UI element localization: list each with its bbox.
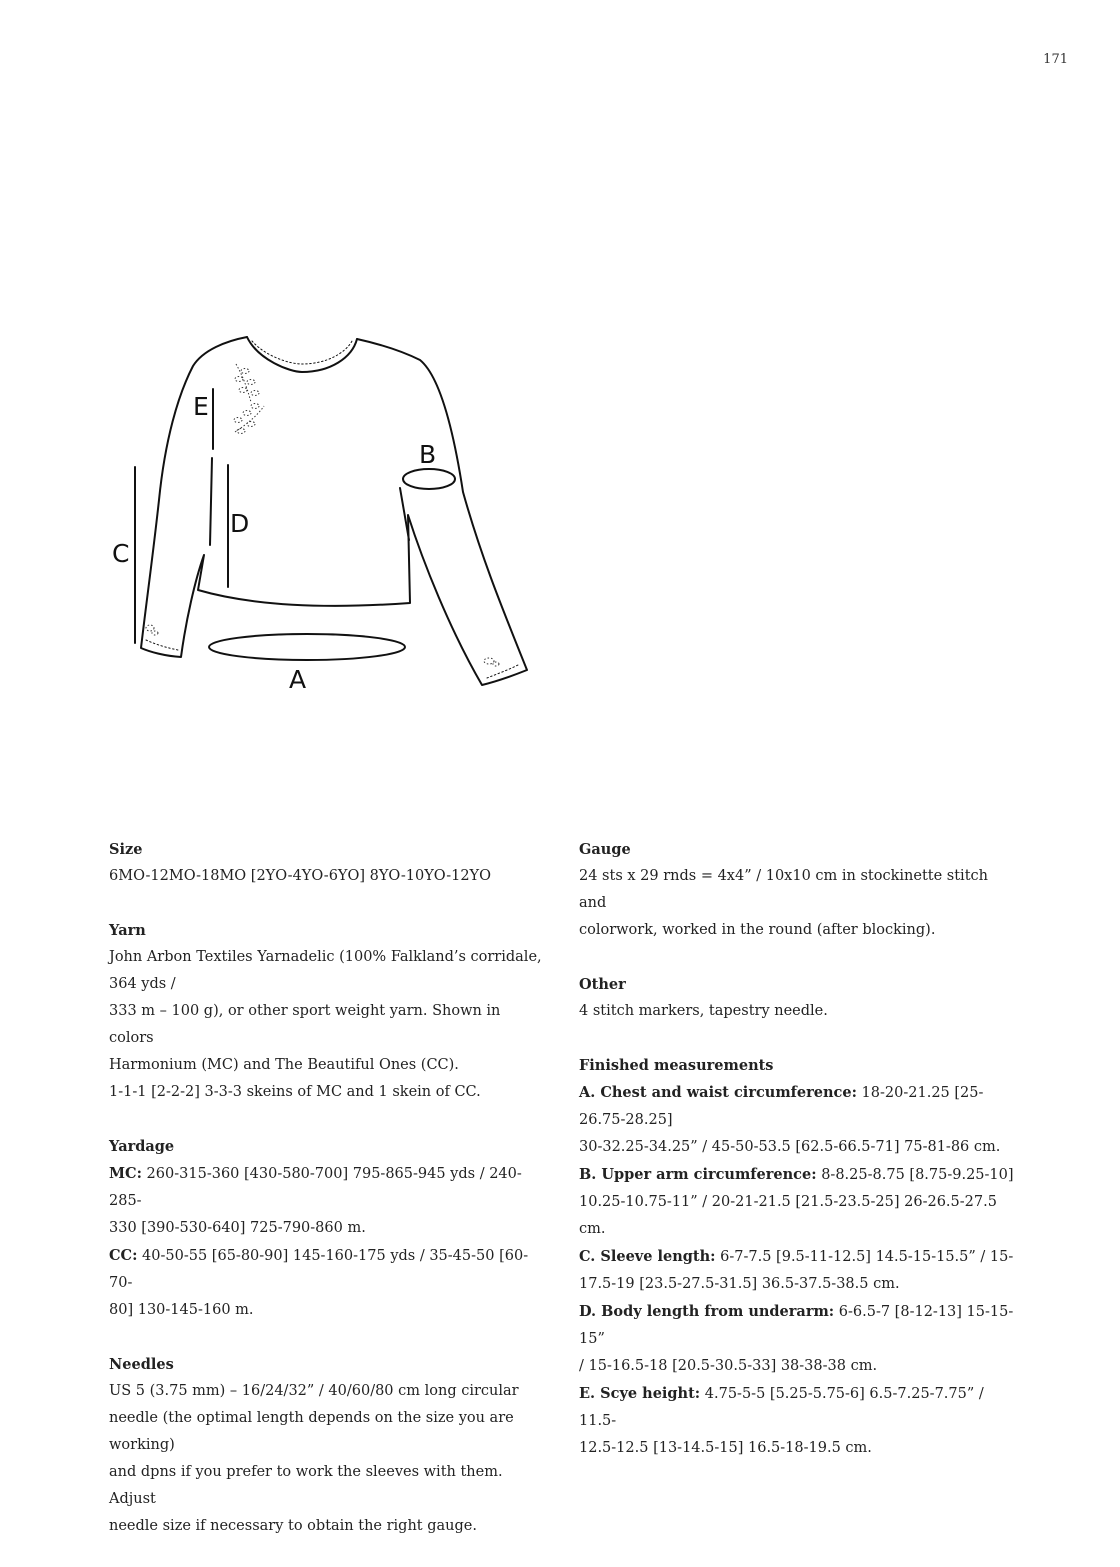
sweater-schematic-drawing <box>100 320 550 700</box>
label-a: A <box>289 665 307 694</box>
gauge-line: 24 sts x 29 rnds = 4x4” / 10x10 cm in stockinette stitch and <box>579 868 988 911</box>
yarn-line: Harmonium (MC) and The Beautiful Ones (CC). <box>109 1057 459 1073</box>
measure-c-line1: 6-7-7.5 [9.5-11-12.5] 14.5-15-15.5” / 15- <box>715 1249 1014 1265</box>
measure-c-label: C. Sleeve length: <box>579 1248 716 1265</box>
needles-line: needle (the optimal length depends on the size you are working) <box>109 1410 514 1453</box>
leaf-motif <box>235 364 259 402</box>
needles-line: and dpns if you prefer to work the sleeves with them. Adjust <box>109 1464 503 1507</box>
measure-d-line1: 6-6.5-7 [8-12-13] 15-15-15” <box>579 1304 1014 1347</box>
yarn-heading: Yarn <box>109 922 146 939</box>
measure-d <box>579 1298 1019 1353</box>
yardage-heading: Yardage <box>109 1138 175 1155</box>
neckline-inner <box>252 341 352 364</box>
measure-b-line1: 8-8.25-8.75 [8.75-9.25-10] <box>816 1167 1014 1183</box>
needles-section <box>109 1351 549 1540</box>
sweater-schematic <box>100 320 550 700</box>
measure-b-line2: 10.25-10.75-11” / 20-21-21.5 [21.5-23.5-25] 26-26.5-27.5 cm. <box>579 1194 997 1237</box>
cc-label: CC: <box>109 1247 138 1264</box>
leaf-motif <box>484 658 499 666</box>
leaf-motif <box>234 404 264 434</box>
label-e: E <box>193 392 209 421</box>
measure-b-label: B. Upper arm circumference: <box>579 1166 817 1183</box>
measure-d-line2: / 15-16.5-18 [20.5-30.5-33] 38-38-38 cm. <box>579 1358 878 1374</box>
cc-line2: 80] 130-145-160 m. <box>109 1302 254 1318</box>
measure-a-line1: 18-20-21.25 [25-26.75-28.25] <box>579 1085 984 1128</box>
mc-line1: 260-315-360 [430-580-700] 795-865-945 yds / 240-285- <box>109 1166 522 1209</box>
size-text: 6MO-12MO-18MO [2YO-4YO-6YO] 8YO-10YO-12YO <box>109 868 492 884</box>
sweater-outline <box>141 337 527 685</box>
right-column <box>579 836 1019 1489</box>
yardage-cc <box>109 1242 549 1297</box>
measure-c-line2: 17.5-19 [23.5-27.5-31.5] 36.5-37.5-38.5 cm. <box>579 1276 900 1292</box>
needles-line: needle size if necessary to obtain the right gauge. <box>109 1518 477 1534</box>
measure-e-line2: 12.5-12.5 [13-14.5-15] 16.5-18-19.5 cm. <box>579 1440 872 1456</box>
label-d: D <box>230 509 250 538</box>
measure-d-label: D. Body length from underarm: <box>579 1303 835 1320</box>
gauge-section <box>579 836 1019 944</box>
size-heading: Size <box>109 841 143 858</box>
yarn-line: 1-1-1 [2-2-2] 3-3-3 skeins of MC and 1 skein of CC. <box>109 1084 481 1100</box>
other-section <box>579 971 1019 1025</box>
measure-e-line1: 4.75-5-5 [5.25-5.75-6] 6.5-7.25-7.75” / 11.5- <box>579 1386 984 1429</box>
yardage-mc <box>109 1160 549 1215</box>
finished-measurements-section <box>579 1052 1019 1462</box>
finished-heading: Finished measurements <box>579 1057 774 1074</box>
left-cuff-stitch <box>146 640 178 650</box>
yarn-section <box>109 917 549 1106</box>
mc-label: MC: <box>109 1165 142 1182</box>
measure-e <box>579 1380 1019 1435</box>
left-column <box>109 836 549 1567</box>
needles-line: US 5 (3.75 mm) – 16/24/32” / 40/60/80 cm long circular <box>109 1383 519 1399</box>
yarn-line: John Arbon Textiles Yarnadelic (100% Falkland’s corridale, 364 yds / <box>109 949 542 992</box>
other-text: 4 stitch markers, tapestry needle. <box>579 1003 828 1019</box>
measure-a-ellipse <box>209 634 405 660</box>
yarn-line: 333 m – 100 g), or other sport weight yarn. Shown in colors <box>109 1003 501 1046</box>
yardage-section <box>109 1133 549 1324</box>
cc-line1: 40-50-55 [65-80-90] 145-160-175 yds / 35-45-50 [60-70- <box>109 1248 529 1291</box>
needles-heading: Needles <box>109 1356 174 1373</box>
measure-b-ellipse <box>403 469 455 489</box>
label-b: B <box>419 440 437 469</box>
measure-a-line2: 30-32.25-34.25” / 45-50-53.5 [62.5-66.5-71] 75-81-86 cm. <box>579 1139 1001 1155</box>
measure-a <box>579 1079 1019 1134</box>
other-heading: Other <box>579 976 626 993</box>
mc-line2: 330 [390-530-640] 725-790-860 m. <box>109 1220 366 1236</box>
label-c: C <box>112 539 130 568</box>
measure-e-label: E. Scye height: <box>579 1385 701 1402</box>
gauge-heading: Gauge <box>579 841 631 858</box>
gauge-line: colorwork, worked in the round (after blocking). <box>579 922 936 938</box>
measure-c <box>579 1243 1019 1271</box>
left-underarm <box>210 458 212 545</box>
measure-b <box>579 1161 1019 1189</box>
leaf-motif <box>146 625 158 635</box>
right-underarm <box>400 488 409 540</box>
size-section <box>109 836 549 890</box>
neckline <box>247 337 357 372</box>
measure-a-label: A. Chest and waist circumference: <box>579 1084 857 1101</box>
page-number: 171 <box>1043 52 1068 67</box>
